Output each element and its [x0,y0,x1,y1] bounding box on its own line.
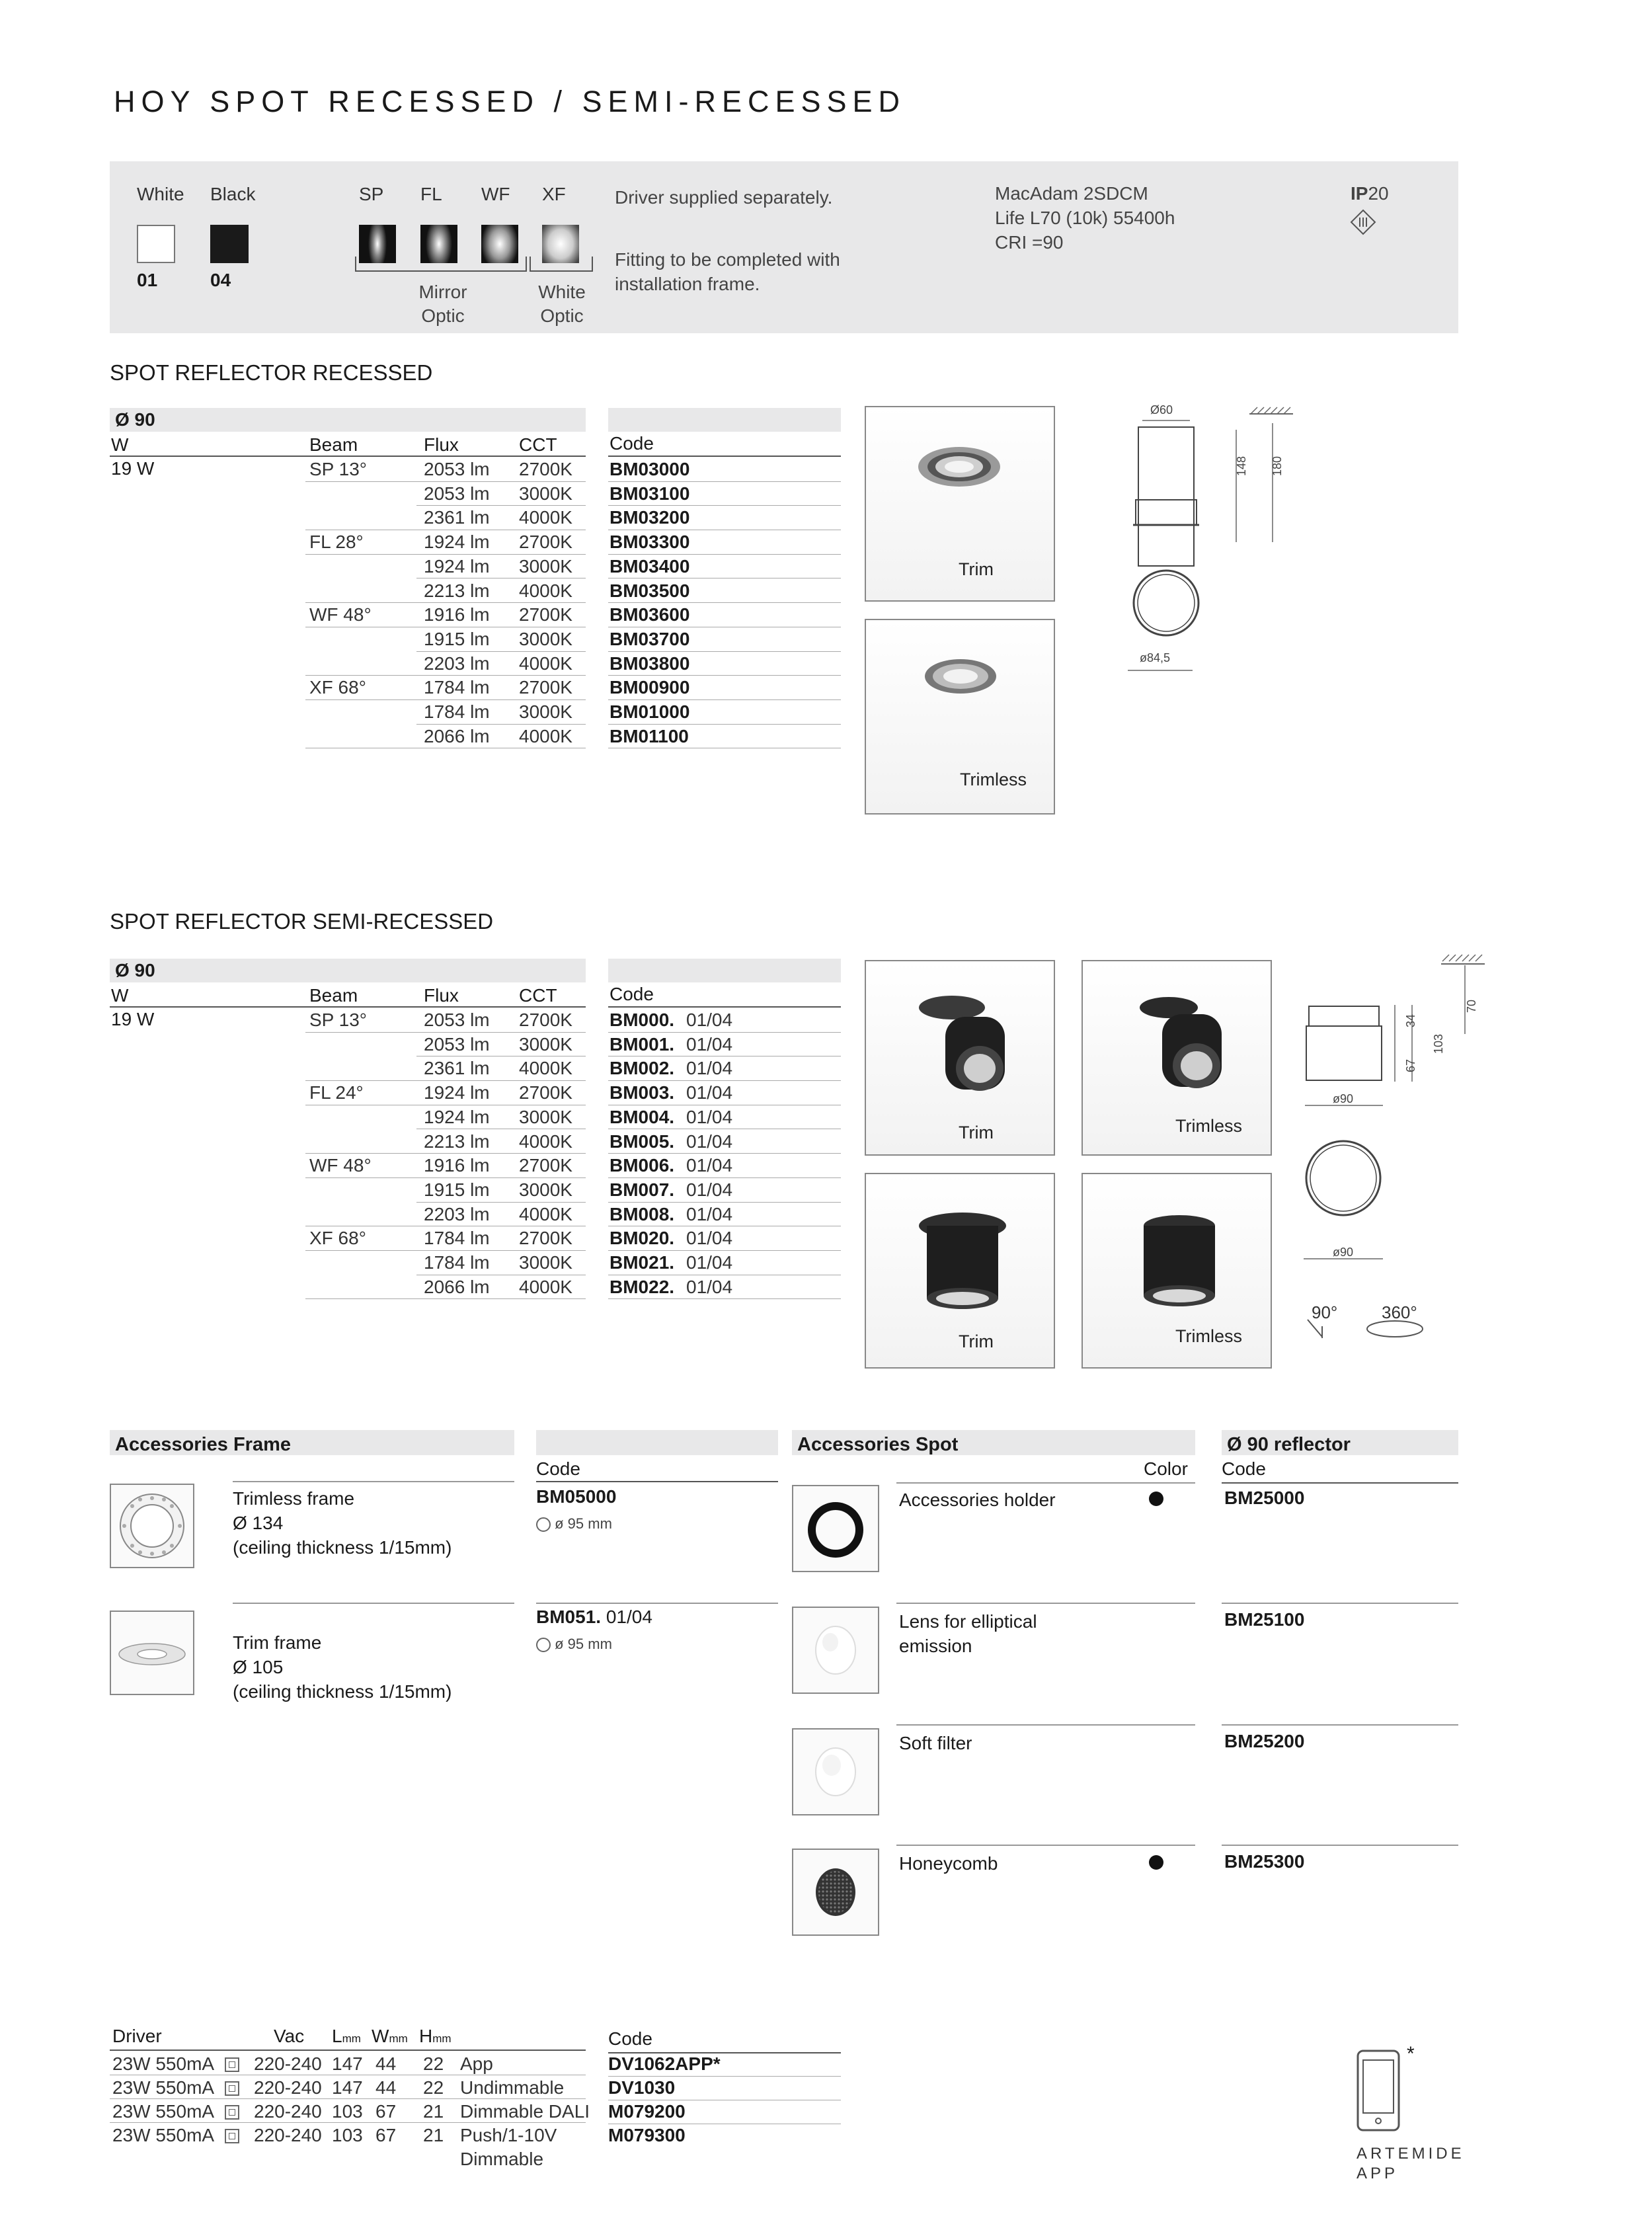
spot-trim-icon [912,988,1011,1113]
beam-cell: WF 48° [309,604,372,625]
driver-cell: 23W 550mA [112,2101,215,2122]
table-row [0,676,1652,700]
semi-trimless-photo-2 [1082,1173,1272,1369]
class-ii-icon [225,2129,239,2143]
semi-trimless-photo-1 [1082,960,1272,1156]
driver-type-cell: Dimmable DALI [460,2101,590,2122]
table-row [0,627,1652,652]
beam-sp-label: SP [359,184,384,204]
recessed-trimless-photo [865,619,1055,815]
driver-type-cell: Undimmable [460,2077,565,2098]
code-suffix: 01/04 [686,1228,733,1249]
beam-cell: XF 68° [309,1228,366,1249]
length-cell: 103 [332,2101,363,2122]
cct-cell: 4000K [519,580,572,601]
code-cell: BM001. [610,1033,675,1055]
accessory-code: BM25000 [1224,1488,1305,1508]
driver-cell: 23W 550mA [112,2077,215,2098]
ceiling-cutout-icon [536,1517,551,1532]
recessed-dim-h1: 148 [1235,456,1248,476]
code-cell: BM03000 [610,459,690,479]
finish-black-code: 04 [210,270,231,290]
cct-cell: 4000K [519,1276,572,1297]
driver-type-cell: Push/1-10V Dimmable [460,2125,557,2169]
acc-frame-title: Accessories Frame [110,1430,514,1455]
lens-icon [793,1608,878,1692]
length-cell: 103 [332,2125,363,2145]
flux-cell: 2066 lm [424,725,490,746]
beam-cell: WF 48° [309,1155,372,1176]
semi-photo-label-trim-1: Trim [959,1123,994,1142]
driver-code: DV1062APP* [608,2053,721,2074]
cct-cell: 4000K [519,507,572,528]
length-cell: 147 [332,2053,363,2074]
code-suffix: 01/04 [686,1131,733,1152]
spot-trim-down-icon [910,1207,1015,1320]
white-swatch [137,225,175,263]
acc-spot-color-header: Color [1144,1458,1188,1479]
code-cell: BM03500 [610,580,690,601]
drivers-h-l-unit: mm [342,2032,361,2045]
flux-cell: 2066 lm [424,1276,490,1297]
height-cell: 21 [423,2125,444,2145]
code-suffix: 01/04 [686,1276,733,1297]
recessed-technical-drawing [1124,403,1296,681]
ceiling-hatch-icon [1249,406,1296,415]
semi-size: Ø 90 [115,960,155,980]
recessed-h-cct: CCT [519,434,557,455]
code-cell: BM03800 [610,653,690,674]
mirror-optic-label: Mirror Optic [418,282,467,326]
code-cell: BM03600 [610,604,690,625]
accessory-image [792,1849,879,1936]
recessed-code-bar [608,408,841,432]
app-label-2: APP [1357,2165,1399,2182]
trim-frame-hole-value: ø 95 mm [555,1636,612,1652]
semi-dim-70: 70 [1465,999,1478,1013]
black-color-dot-icon [1149,1492,1163,1506]
finish-black-label: Black [210,184,256,204]
class-iii-icon [1350,209,1376,235]
cct-cell: 2700K [519,1010,572,1030]
code-suffix: 01/04 [686,1033,733,1055]
app-star: * [1407,2043,1415,2065]
acc-frame-code-bar [536,1430,778,1455]
recessed-size-bar [110,408,586,432]
flux-cell: 2361 lm [424,1058,490,1079]
cct-cell: 2700K [519,604,572,625]
driver-cell: 23W 550mA [112,2053,215,2074]
recessed-trim-photo [865,406,1055,602]
driver-note: Driver supplied separately. [615,187,833,208]
page-title: HOY SPOT RECESSED / SEMI-RECESSED [114,85,906,118]
trim-frame-note: (ceiling thickness 1/15mm) [233,1681,452,1702]
black-color-dot-icon [1149,1855,1163,1870]
semi-dim-w2: ø90 [1333,1246,1354,1259]
flux-cell: 2053 lm [424,1033,490,1055]
recessed-h-code: Code [610,433,654,454]
ceiling-cutout-icon-2 [536,1638,551,1652]
code-suffix: 01/04 [686,1082,733,1103]
acc-frame-code-header-cell [536,1458,778,1482]
code-suffix: 01/04 [686,1106,733,1127]
code-suffix: 01/04 [686,1010,733,1030]
code-cell: BM005. [610,1131,675,1152]
code-cell: BM03400 [610,555,690,577]
table-row [0,652,1652,676]
code-cell: BM008. [610,1203,675,1224]
beam-cell: FL 24° [309,1082,364,1103]
flux-cell: 1915 lm [424,628,490,649]
cct-cell: 3000K [519,1252,572,1273]
drivers-h-l-letter: L [332,2026,342,2046]
code-cell: BM03700 [610,628,690,649]
flux-cell: 1784 lm [424,677,490,698]
semi-header-row [110,984,586,1008]
cct-cell: 3000K [519,555,572,577]
recessed-dim-h2: 180 [1271,456,1284,476]
beam-cell: SP 13° [309,459,367,479]
flux-cell: 1915 lm [424,1179,490,1200]
cct-cell: 4000K [519,1131,572,1152]
beam-cell: FL 28° [309,532,364,553]
code-cell: BM002. [610,1058,675,1079]
code-suffix: 01/04 [686,1252,733,1273]
trimless-frame-note: (ceiling thickness 1/15mm) [233,1537,452,1558]
acc-frame-code-header: Code [536,1458,580,1479]
semi-technical-drawing [1296,952,1487,1362]
semi-code-bar [608,959,841,982]
semi-trim-photo-2 [865,1173,1055,1369]
code-cell: BM003. [610,1082,675,1103]
acc-spot-code-header: Code [1222,1458,1266,1479]
flux-cell: 2213 lm [424,580,490,601]
height-cell: 22 [423,2053,444,2074]
cct-cell: 3000K [519,701,572,722]
honeycomb-icon [793,1850,878,1934]
ip-prefix: IP [1351,183,1368,204]
semi-h-w: W [111,985,129,1006]
code-cell: BM03300 [610,532,690,553]
trimless-frame-hole-value: ø 95 mm [555,1515,612,1532]
width-cell: 67 [375,2101,397,2122]
beam-cell: XF 68° [309,677,366,698]
flux-cell: 2053 lm [424,459,490,479]
table-row [0,725,1652,749]
tilt-angle-label: 90° [1312,1302,1338,1322]
code-cell: BM03100 [610,483,690,504]
trimless-frame-icon [111,1485,193,1567]
flux-cell: 2361 lm [424,507,490,528]
table-row [0,506,1652,530]
recessed-photo-label-trim: Trim [959,559,994,579]
white-optic-label: White Optic [538,282,586,326]
cct-cell: 2700K [519,1082,572,1103]
trim-frame-size: Ø 105 [233,1657,284,1677]
flux-cell: 1924 lm [424,532,490,553]
accessory-image [792,1485,879,1572]
code-cell: BM03200 [610,507,690,528]
code-cell: BM020. [610,1228,675,1249]
code-cell: BM01000 [610,701,690,722]
beam-fl-label: FL [420,184,442,204]
vac-cell: 220-240 [254,2077,322,2098]
flux-cell: 2213 lm [424,1131,490,1152]
code-cell: BM00900 [610,677,690,698]
table-row [0,555,1652,579]
width-cell: 44 [375,2053,397,2074]
width-cell: 67 [375,2125,397,2145]
driver-code: DV1030 [608,2077,676,2098]
trimless-frame-image [110,1484,194,1568]
flux-cell: 1924 lm [424,1106,490,1127]
trimless-frame-name: Trimless frame [233,1488,355,1509]
semi-h-code: Code [610,984,654,1004]
acc-spot-code-header-cell [1222,1458,1458,1484]
semi-watt: 19 W [111,1009,155,1029]
semi-dim-103: 103 [1432,1033,1445,1054]
semi-dim-w1: ø90 [1333,1092,1354,1105]
semi-h-code-cell [608,984,841,1008]
beam-cell: SP 13° [309,1010,367,1030]
drivers-h-w-letter: W [372,2026,389,2046]
cct-cell: 2700K [519,459,572,479]
black-swatch [210,225,249,263]
recessed-dim-bottom: ø84,5 [1140,651,1171,664]
app-label-1: ARTEMIDE [1357,2145,1465,2163]
flux-cell: 1784 lm [424,701,490,722]
cct-cell: 2700K [519,1155,572,1176]
beam-wf-label: WF [481,184,510,204]
trimless-frame-code: BM05000 [536,1486,617,1507]
beam-xf-label: XF [542,184,566,204]
trim-frame-text [233,1630,452,1704]
flux-cell: 1784 lm [424,1252,490,1273]
flux-cell: 1924 lm [424,555,490,577]
macadam-note: MacAdam 2SDCM [995,183,1148,204]
code-suffix: 01/04 [686,1179,733,1200]
trim-frame-image [110,1611,194,1695]
trim-frame-code: BM051. [536,1607,602,1627]
recessed-h-flux: Flux [424,434,459,455]
cct-cell: 3000K [519,483,572,504]
flux-cell: 1924 lm [424,1082,490,1103]
ip-value: 20 [1368,183,1389,204]
recessed-h-w: W [111,434,129,455]
drivers-h-w-unit: mm [389,2032,408,2045]
trim-frame-hole [536,1636,612,1653]
finish-white-label: White [137,184,184,204]
code-cell: BM007. [610,1179,675,1200]
recessed-dim-top: Ø60 [1150,403,1173,417]
drivers-h-w [372,2026,408,2047]
spot-trimless-icon [1129,988,1228,1113]
cct-cell: 4000K [519,1058,572,1079]
acc-spot-reflector-title: Ø 90 reflector [1222,1430,1458,1455]
table-row [0,603,1652,627]
flux-cell: 1916 lm [424,1155,490,1176]
trimless-frame-hole [536,1515,612,1533]
accessory-name: Honeycomb [899,1853,998,1874]
recessed-header-row [110,433,586,457]
cct-cell: 3000K [519,1033,572,1055]
driver-cell: 23W 550mA [112,2125,215,2145]
semi-size-bar [110,959,586,982]
accessory-name: Accessories holder [899,1490,1056,1510]
recessed-section-title: SPOT REFLECTOR RECESSED [110,360,433,385]
class-ii-icon [225,2105,239,2120]
code-suffix: 01/04 [686,1155,733,1176]
cri-note: CRI =90 [995,232,1064,253]
accessory-code: BM25300 [1224,1851,1305,1872]
recessed-h-code-cell [608,433,841,457]
semi-dim-67: 67 [1404,1058,1417,1072]
driver-type-cell: App [460,2053,493,2074]
trim-frame-code-cell [536,1607,652,1628]
semi-h-flux: Flux [424,985,459,1006]
length-cell: 147 [332,2077,363,2098]
ceiling-hatch-icon-2 [1441,953,1487,963]
ip-rating [1351,183,1389,204]
cct-cell: 3000K [519,1179,572,1200]
recessed-size: Ø 90 [115,409,155,430]
table-row [0,482,1652,506]
drivers-h-driver: Driver [112,2026,162,2046]
recessed-h-beam: Beam [309,434,358,455]
cct-cell: 4000K [519,653,572,674]
optic-bracket [353,257,598,276]
accessory-name: Soft filter [899,1733,972,1753]
vac-cell: 220-240 [254,2101,322,2122]
flux-cell: 2053 lm [424,483,490,504]
table-row [0,530,1652,555]
drivers-h-h-letter: H [419,2026,433,2046]
cct-cell: 2700K [519,1228,572,1249]
cct-cell: 3000K [519,1106,572,1127]
phone-app-icon [1355,2048,1408,2134]
drivers-h-code: Code [608,2028,652,2049]
code-cell: BM004. [610,1106,675,1127]
code-cell: BM006. [610,1155,675,1176]
trimless-frame-text [233,1486,452,1560]
driver-code: M079300 [608,2125,686,2145]
soft-filter-icon [793,1730,878,1814]
table-row [0,579,1652,604]
drivers-h-h [419,2026,452,2047]
code-suffix: 01/04 [686,1203,733,1224]
semi-photo-label-trimless-1: Trimless [1175,1116,1242,1136]
trim-frame-name: Trim frame [233,1632,322,1653]
code-cell: BM000. [610,1010,675,1030]
cct-cell: 2700K [519,532,572,553]
semi-h-cct: CCT [519,985,557,1006]
fitting-note: Fitting to be completed with installation frame. [615,249,840,294]
downlight-trimless-icon [924,653,997,699]
downlight-trim-icon [916,440,1002,493]
semi-photo-label-trim-2: Trim [959,1332,994,1351]
table-row [0,700,1652,725]
cct-cell: 2700K [519,677,572,698]
accessory-code: BM25200 [1224,1731,1305,1751]
code-cell: BM022. [610,1276,675,1297]
accessory-name: Lens for elliptical emission [899,1611,1037,1656]
driver-code: M079200 [608,2101,686,2122]
life-note: Life L70 (10k) 55400h [995,208,1175,228]
drivers-h-vac: Vac [274,2026,305,2046]
code-cell: BM01100 [610,725,689,746]
recessed-photo-label-trimless: Trimless [960,770,1027,789]
recessed-watt: 19 W [111,458,155,479]
trim-frame-icon [111,1612,193,1694]
accessory-code: BM25100 [1224,1609,1305,1630]
rotation-angle-label: 360° [1382,1302,1417,1322]
cct-cell: 4000K [519,1203,572,1224]
table-row [0,458,1652,482]
accessory-image [792,1607,879,1694]
accessory-image [792,1728,879,1815]
flux-cell: 2053 lm [424,1010,490,1030]
semi-trim-photo-1 [865,960,1055,1156]
trimless-frame-size: Ø 134 [233,1513,284,1533]
semi-photo-label-trimless-2: Trimless [1175,1326,1242,1346]
drivers-h-l [332,2026,361,2047]
flux-cell: 2203 lm [424,1203,490,1224]
drivers-h-h-unit: mm [432,2032,452,2045]
vac-cell: 220-240 [254,2125,322,2145]
semi-section-title: SPOT REFLECTOR SEMI-RECESSED [110,909,494,934]
class-ii-icon [225,2057,239,2072]
flux-cell: 2203 lm [424,653,490,674]
code-cell: BM021. [610,1252,675,1273]
code-suffix: 01/04 [686,1058,733,1079]
semi-dim-34: 34 [1404,1014,1417,1027]
class-ii-icon [225,2081,239,2096]
vac-cell: 220-240 [254,2053,322,2074]
semi-h-beam: Beam [309,985,358,1006]
accessories-holder-icon [793,1486,878,1571]
height-cell: 21 [423,2101,444,2122]
flux-cell: 1784 lm [424,1228,490,1249]
cct-cell: 4000K [519,725,572,746]
trim-frame-code-suffix: 01/04 [606,1607,652,1627]
spot-trimless-down-icon [1133,1211,1226,1317]
acc-spot-title: Accessories Spot [792,1430,1195,1455]
flux-cell: 1916 lm [424,604,490,625]
width-cell: 44 [375,2077,397,2098]
finish-white-code: 01 [137,270,158,290]
cct-cell: 3000K [519,628,572,649]
height-cell: 22 [423,2077,444,2098]
